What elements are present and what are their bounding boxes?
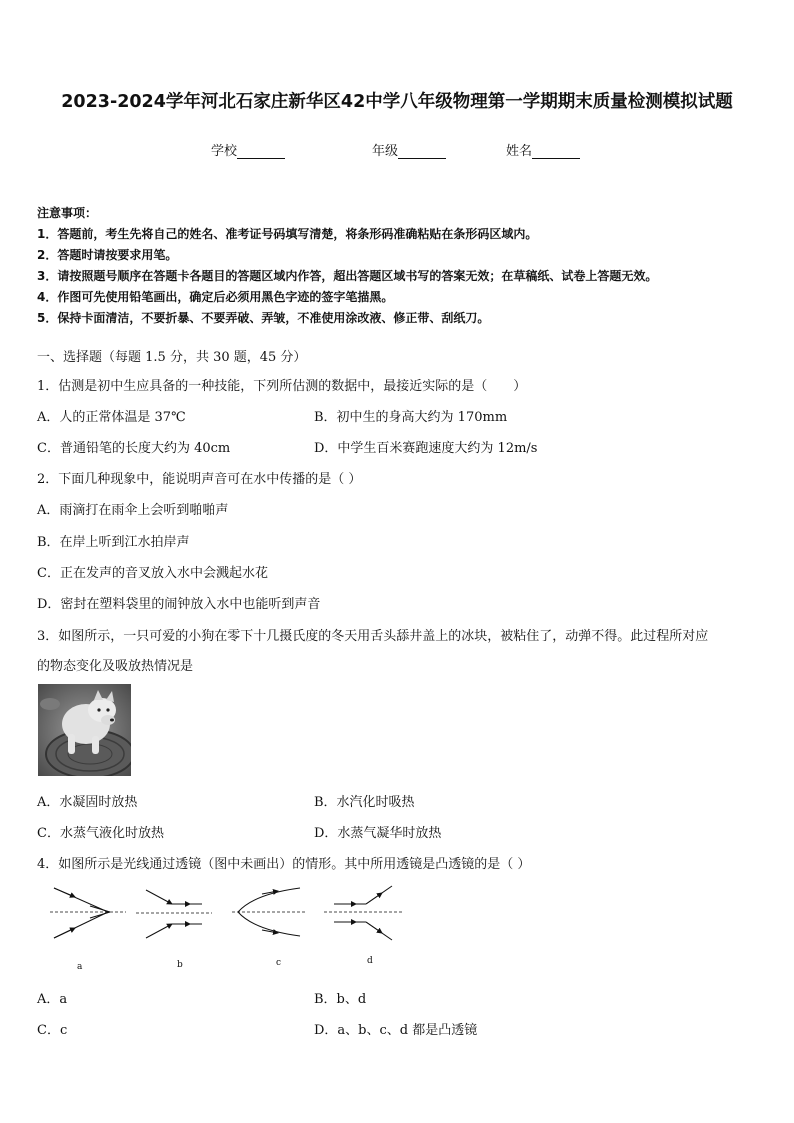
grade-field: [372, 140, 446, 159]
question-4-option-b: B．b、d: [314, 992, 367, 1007]
name-field: [506, 140, 580, 159]
notice-item: 2．答题时请按要求用笔。: [37, 248, 178, 262]
notice-item: 3．请按照题号顺序在答题卡各题目的答题区域内作答，超出答题区域书写的答案无效；在草稿纸、试卷上答题无效。: [37, 269, 658, 283]
school-field: [211, 140, 285, 159]
section-heading: 一、选择题（每题 1.5 分，共 30 题，45 分）: [37, 350, 307, 365]
student-info-row: [0, 140, 794, 162]
diagram-a: [50, 888, 126, 938]
question-3-option-c: C．水蒸气液化时放热: [37, 826, 164, 841]
diagram-label-b: b: [177, 960, 183, 970]
question-4-option-a: A．a: [37, 992, 68, 1007]
school-blank: [237, 144, 285, 159]
question-1-option-d: D．中学生百米赛跑速度大约为 12m/s: [314, 441, 538, 456]
grade-blank: [398, 144, 446, 159]
notice-item: 1．答题前，考生先将自己的姓名、准考证号码填写清楚，将条形码准确粘贴在条形码区域内。: [37, 227, 538, 241]
question-2-option-a: A．雨滴打在雨伞上会听到啪啪声: [37, 503, 229, 518]
lens-ray-diagram-svg: [40, 878, 420, 978]
page-title: 2023-2024学年河北石家庄新华区42中学八年级物理第一学期期末质量检测模拟试题: [61, 92, 733, 112]
diagram-c: [232, 888, 306, 936]
question-4-option-d: D．a、b、c、d 都是凸透镜: [314, 1023, 478, 1038]
question-2-option-c: C．正在发声的音叉放入水中会溅起水花: [37, 566, 268, 581]
diagram-d: [324, 886, 402, 940]
notice-block: [37, 203, 767, 329]
question-3-stem-line-2: 的物态变化及吸放热情况是: [37, 659, 194, 674]
school-label: 学校: [211, 144, 238, 159]
diagram-b: [136, 890, 212, 938]
notice-heading: 注意事项：: [37, 206, 98, 220]
question-4-option-c: C．c: [37, 1023, 68, 1038]
name-label: 姓名: [506, 144, 533, 159]
question-3-stem-line-1: 3．如图所示，一只可爱的小狗在零下十几摄氏度的冬天用舌头舔井盖上的冰块，被粘住了，动弹不得。此过程所对应: [37, 629, 709, 644]
notice-item: 4．作图可先使用铅笔画出，确定后必须用黑色字迹的签字笔描黑。: [37, 290, 394, 304]
question-4-stem: 4．如图所示是光线通过透镜（图中未画出）的情形。其中所用透镜是凸透镜的是（ ）: [37, 857, 531, 872]
question-3-option-b: B．水汽化时吸热: [314, 795, 415, 810]
question-1-stem: 1．估测是初中生应具备的一种技能，下列所估测的数据中，最接近实际的是（ ）: [37, 379, 527, 394]
question-2-option-d: D．密封在塑料袋里的闹钟放入水中也能听到声音: [37, 597, 321, 612]
lens-ray-diagrams: [40, 878, 420, 978]
diagram-label-a: a: [77, 962, 83, 972]
question-1-option-b: B．初中生的身高大约为 170mm: [314, 410, 508, 425]
diagram-label-c: c: [276, 958, 282, 968]
question-1-option-a: A．人的正常体温是 37℃: [37, 410, 186, 425]
diagram-label-d: d: [367, 956, 373, 966]
question-2-option-b: B．在岸上听到江水拍岸声: [37, 535, 190, 550]
question-3-option-a: A．水凝固时放热: [37, 795, 138, 810]
dog-on-manhole-photo: [38, 684, 131, 776]
question-1-option-c: C．普通铅笔的长度大约为 40cm: [37, 441, 231, 456]
grade-label: 年级: [372, 144, 399, 159]
question-3-option-d: D．水蒸气凝华时放热: [314, 826, 442, 841]
name-blank: [532, 144, 580, 159]
question-2-stem: 2．下面几种现象中，能说明声音可在水中传播的是（ ）: [37, 472, 362, 487]
notice-item: 5．保持卡面清洁，不要折暴、不要弄破、弄皱，不准使用涂改液、修正带、刮纸刀。: [37, 311, 490, 325]
